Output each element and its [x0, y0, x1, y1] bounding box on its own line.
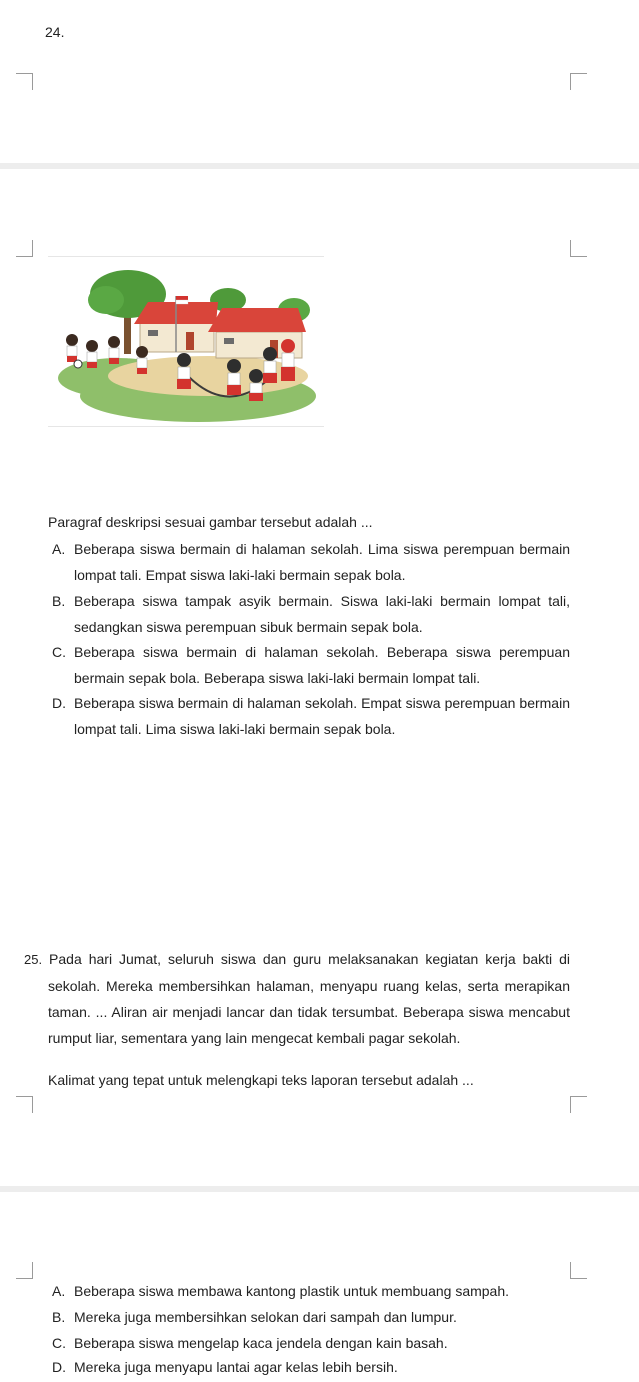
page-break: [0, 163, 639, 169]
q25-option-c[interactable]: [52, 1330, 448, 1356]
crop-mark: [570, 73, 587, 90]
page-break: [0, 1186, 639, 1192]
passage-text: Pada hari Jumat, seluruh siswa dan guru melaksanakan kegiatan kerja bakti di sekolah. Mereka membersihkan halaman, menyapu ruang kelas, serta merapikan taman. ... Aliran air menjadi lancar dan tidak tersumbat. Beberapa siswa mencabut rumput liar, sementara yang lain mengecat kembali pagar sekolah.: [48, 951, 570, 1046]
question-25-number: 25.: [24, 952, 43, 967]
option-text: Beberapa siswa bermain di halaman sekolah. Empat siswa perempuan bermain lompat tali. Lima siswa laki-laki bermain sepak bola.: [74, 695, 570, 737]
tree-crown: [88, 286, 124, 314]
option-label: C.: [52, 644, 66, 660]
option-text: Mereka juga membersihkan selokan dari sampah dan lumpur.: [74, 1309, 457, 1325]
question-24-number: 24.: [45, 24, 65, 40]
option-label: B.: [52, 1309, 66, 1325]
crop-mark: [16, 1262, 33, 1279]
option-text: Mereka juga menyapu lantai agar kelas lebih bersih.: [74, 1359, 398, 1375]
option-label: A.: [52, 541, 66, 557]
q24-option-c[interactable]: [52, 639, 570, 691]
door: [186, 332, 194, 350]
school-wall: [140, 322, 214, 352]
option-label: A.: [52, 1283, 66, 1299]
flag: [176, 296, 188, 300]
crop-mark: [16, 1096, 33, 1113]
option-text: Beberapa siswa bermain di halaman sekolah. Lima siswa perempuan bermain lompat tali. Empat siswa laki-laki bermain sepak bola.: [74, 541, 570, 583]
q24-option-a[interactable]: [52, 536, 570, 588]
crop-mark: [570, 1262, 587, 1279]
crop-mark: [570, 240, 587, 257]
q24-option-b[interactable]: [52, 588, 570, 640]
q24-option-d[interactable]: [52, 690, 570, 742]
option-text: Beberapa siswa mengelap kaca jendela dengan kain basah.: [74, 1335, 448, 1351]
option-label: B.: [52, 593, 66, 609]
q25-option-b[interactable]: [52, 1304, 457, 1330]
flag: [176, 300, 188, 304]
school-yard-illustration: [48, 256, 324, 428]
option-label: D.: [52, 695, 66, 711]
option-text: Beberapa siswa membawa kantong plastik untuk membuang sampah.: [74, 1283, 510, 1299]
q25-option-a[interactable]: [52, 1278, 509, 1304]
question-25-passage: [24, 946, 570, 1051]
school-roof: [208, 308, 306, 332]
option-text: Beberapa siswa tampak asyik bermain. Siswa laki-laki bermain lompat tali, sedangkan siswa perempuan sibuk bermain sepak bola.: [74, 593, 570, 635]
crop-mark: [16, 73, 33, 90]
illustration-svg: [48, 256, 324, 428]
window: [148, 330, 158, 336]
q25-option-d[interactable]: [52, 1354, 398, 1380]
crop-mark: [16, 240, 33, 257]
option-label: D.: [52, 1359, 66, 1375]
window: [224, 338, 234, 344]
option-label: C.: [52, 1335, 66, 1351]
question-25-prompt: Kalimat yang tepat untuk melengkapi teks laporan tersebut adalah ...: [48, 1072, 474, 1088]
question-24-prompt: Paragraf deskripsi sesuai gambar tersebut adalah ...: [48, 514, 373, 530]
option-text: Beberapa siswa bermain di halaman sekolah. Beberapa siswa perempuan bermain sepak bola. Beberapa siswa laki-laki bermain lompat tali.: [74, 644, 570, 686]
crop-mark: [570, 1096, 587, 1113]
